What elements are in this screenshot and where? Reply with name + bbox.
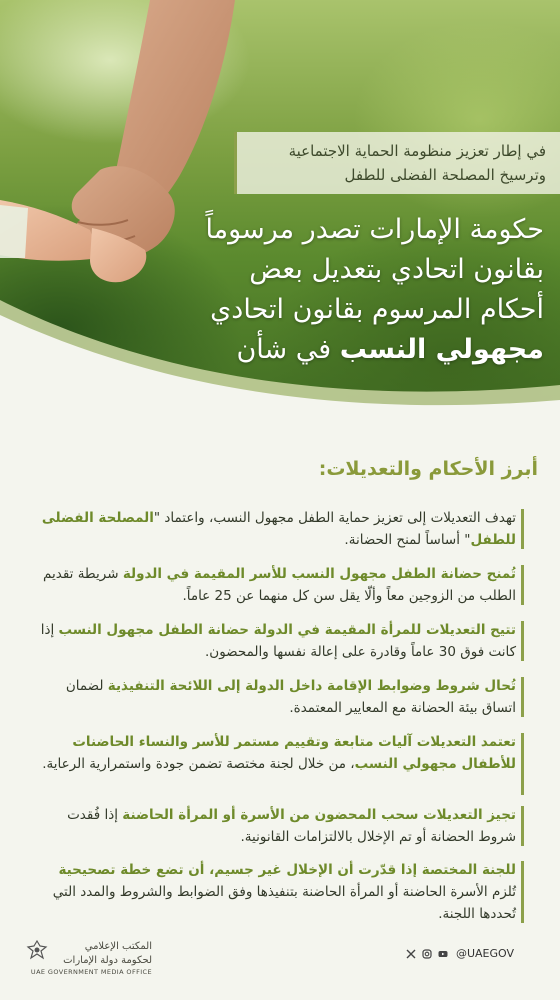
item-text: إذا كانت فوق 30 عاماً وقادرة على إعالة نفسها والمحضون. xyxy=(40,622,516,660)
context-tag-line: في إطار تعزيز منظومة الحماية الاجتماعية xyxy=(288,142,546,160)
instagram-icon[interactable] xyxy=(422,949,432,959)
item-highlight: للجنة المختصة إذا قدّرت أن الإخلال غير جسيم، أن تضع خطة تصحيحية xyxy=(58,862,516,878)
item-text: تهدف التعديلات إلى تعزيز حماية الطفل مجهول النسب، واعتماد " xyxy=(153,510,516,526)
media-office-logo xyxy=(22,940,152,976)
list-item xyxy=(36,507,516,551)
office-name-ar-2: لحكومة دولة الإمارات xyxy=(63,955,152,966)
item-text: " أساساً لمنح الحضانة. xyxy=(344,532,471,548)
item-accent-bar xyxy=(521,509,524,549)
social-links xyxy=(406,947,514,960)
item-accent-bar xyxy=(521,677,524,717)
headline-prefix: في شأن xyxy=(236,334,332,365)
headline-line: أحكام المرسوم بقانون اتحادي xyxy=(210,294,544,325)
hero-image xyxy=(0,0,560,430)
social-handle[interactable]: @UAEGOV xyxy=(455,947,514,960)
office-name-en: UAE GOVERNMENT MEDIA OFFICE xyxy=(30,968,152,976)
item-highlight: تتيح التعديلات للمرأة المقيمة في الدولة حضانة الطفل مجهول النسب xyxy=(58,622,516,638)
item-accent-bar xyxy=(521,733,524,795)
list-item xyxy=(36,731,516,775)
item-highlight: تجيز التعديلات سحب المحضون من الأسرة أو المرأة الحاضنة xyxy=(122,807,516,823)
context-tag xyxy=(234,132,560,194)
headline-line-last xyxy=(224,330,544,370)
item-text: شريطة تقديم الطلب من الزوجين معاً وألّا يقل سن كل منهما عن 25 عاماً. xyxy=(42,566,516,604)
section-title: أبرز الأحكام والتعديلات: xyxy=(318,458,538,480)
item-highlight: المصلحة الفضلى للطفل xyxy=(41,510,516,548)
list-item xyxy=(36,859,516,925)
item-text: إذا فُقدت شروط الحضانة أو تم الإخلال بالالتزامات القانونية. xyxy=(67,807,516,845)
item-highlight: تُمنح حضانة الطفل مجهول النسب للأسر المقيمة في الدولة xyxy=(122,566,516,582)
item-accent-bar xyxy=(521,565,524,605)
headline xyxy=(205,210,544,370)
list-item xyxy=(36,563,516,607)
item-highlight: تعتمد التعديلات آليات متابعة وتقييم مستمر للأسر والنساء الحاضنات للأطفال مجهولي النسب xyxy=(72,734,516,772)
item-accent-bar xyxy=(521,621,524,661)
list-item xyxy=(36,804,516,848)
item-text: لضمان اتساق بيئة الحضانة مع المعايير المعتمدة. xyxy=(65,678,516,716)
item-text: ، من خلال لجنة مختصة تضمن جودة واستمرارية الرعاية. xyxy=(42,756,355,772)
item-highlight: تُحال شروط وضوابط الإقامة داخل الدولة إلى اللائحة التنفيذية xyxy=(107,678,516,694)
item-text: تُلزم الأسرة الحاضنة أو المرأة الحاضنة بتنفيذها وفق الضوابط والشروط والمدد التي تُحددها اللجنة. xyxy=(52,884,516,922)
headline-bold: مجهولي النسب xyxy=(339,334,544,365)
item-accent-bar xyxy=(521,861,524,923)
x-icon[interactable] xyxy=(406,949,416,959)
list-item xyxy=(36,675,516,719)
headline-line: بقانون اتحادي بتعديل بعض xyxy=(249,254,544,285)
list-item xyxy=(36,619,516,663)
item-accent-bar xyxy=(521,806,524,846)
youtube-icon[interactable] xyxy=(438,949,448,959)
office-name-ar: المكتب الإعلامي xyxy=(84,941,152,952)
context-tag-line: وترسيخ المصلحة الفضلى للطفل xyxy=(344,166,546,184)
headline-line: حكومة الإمارات تصدر مرسوماً xyxy=(205,214,544,245)
